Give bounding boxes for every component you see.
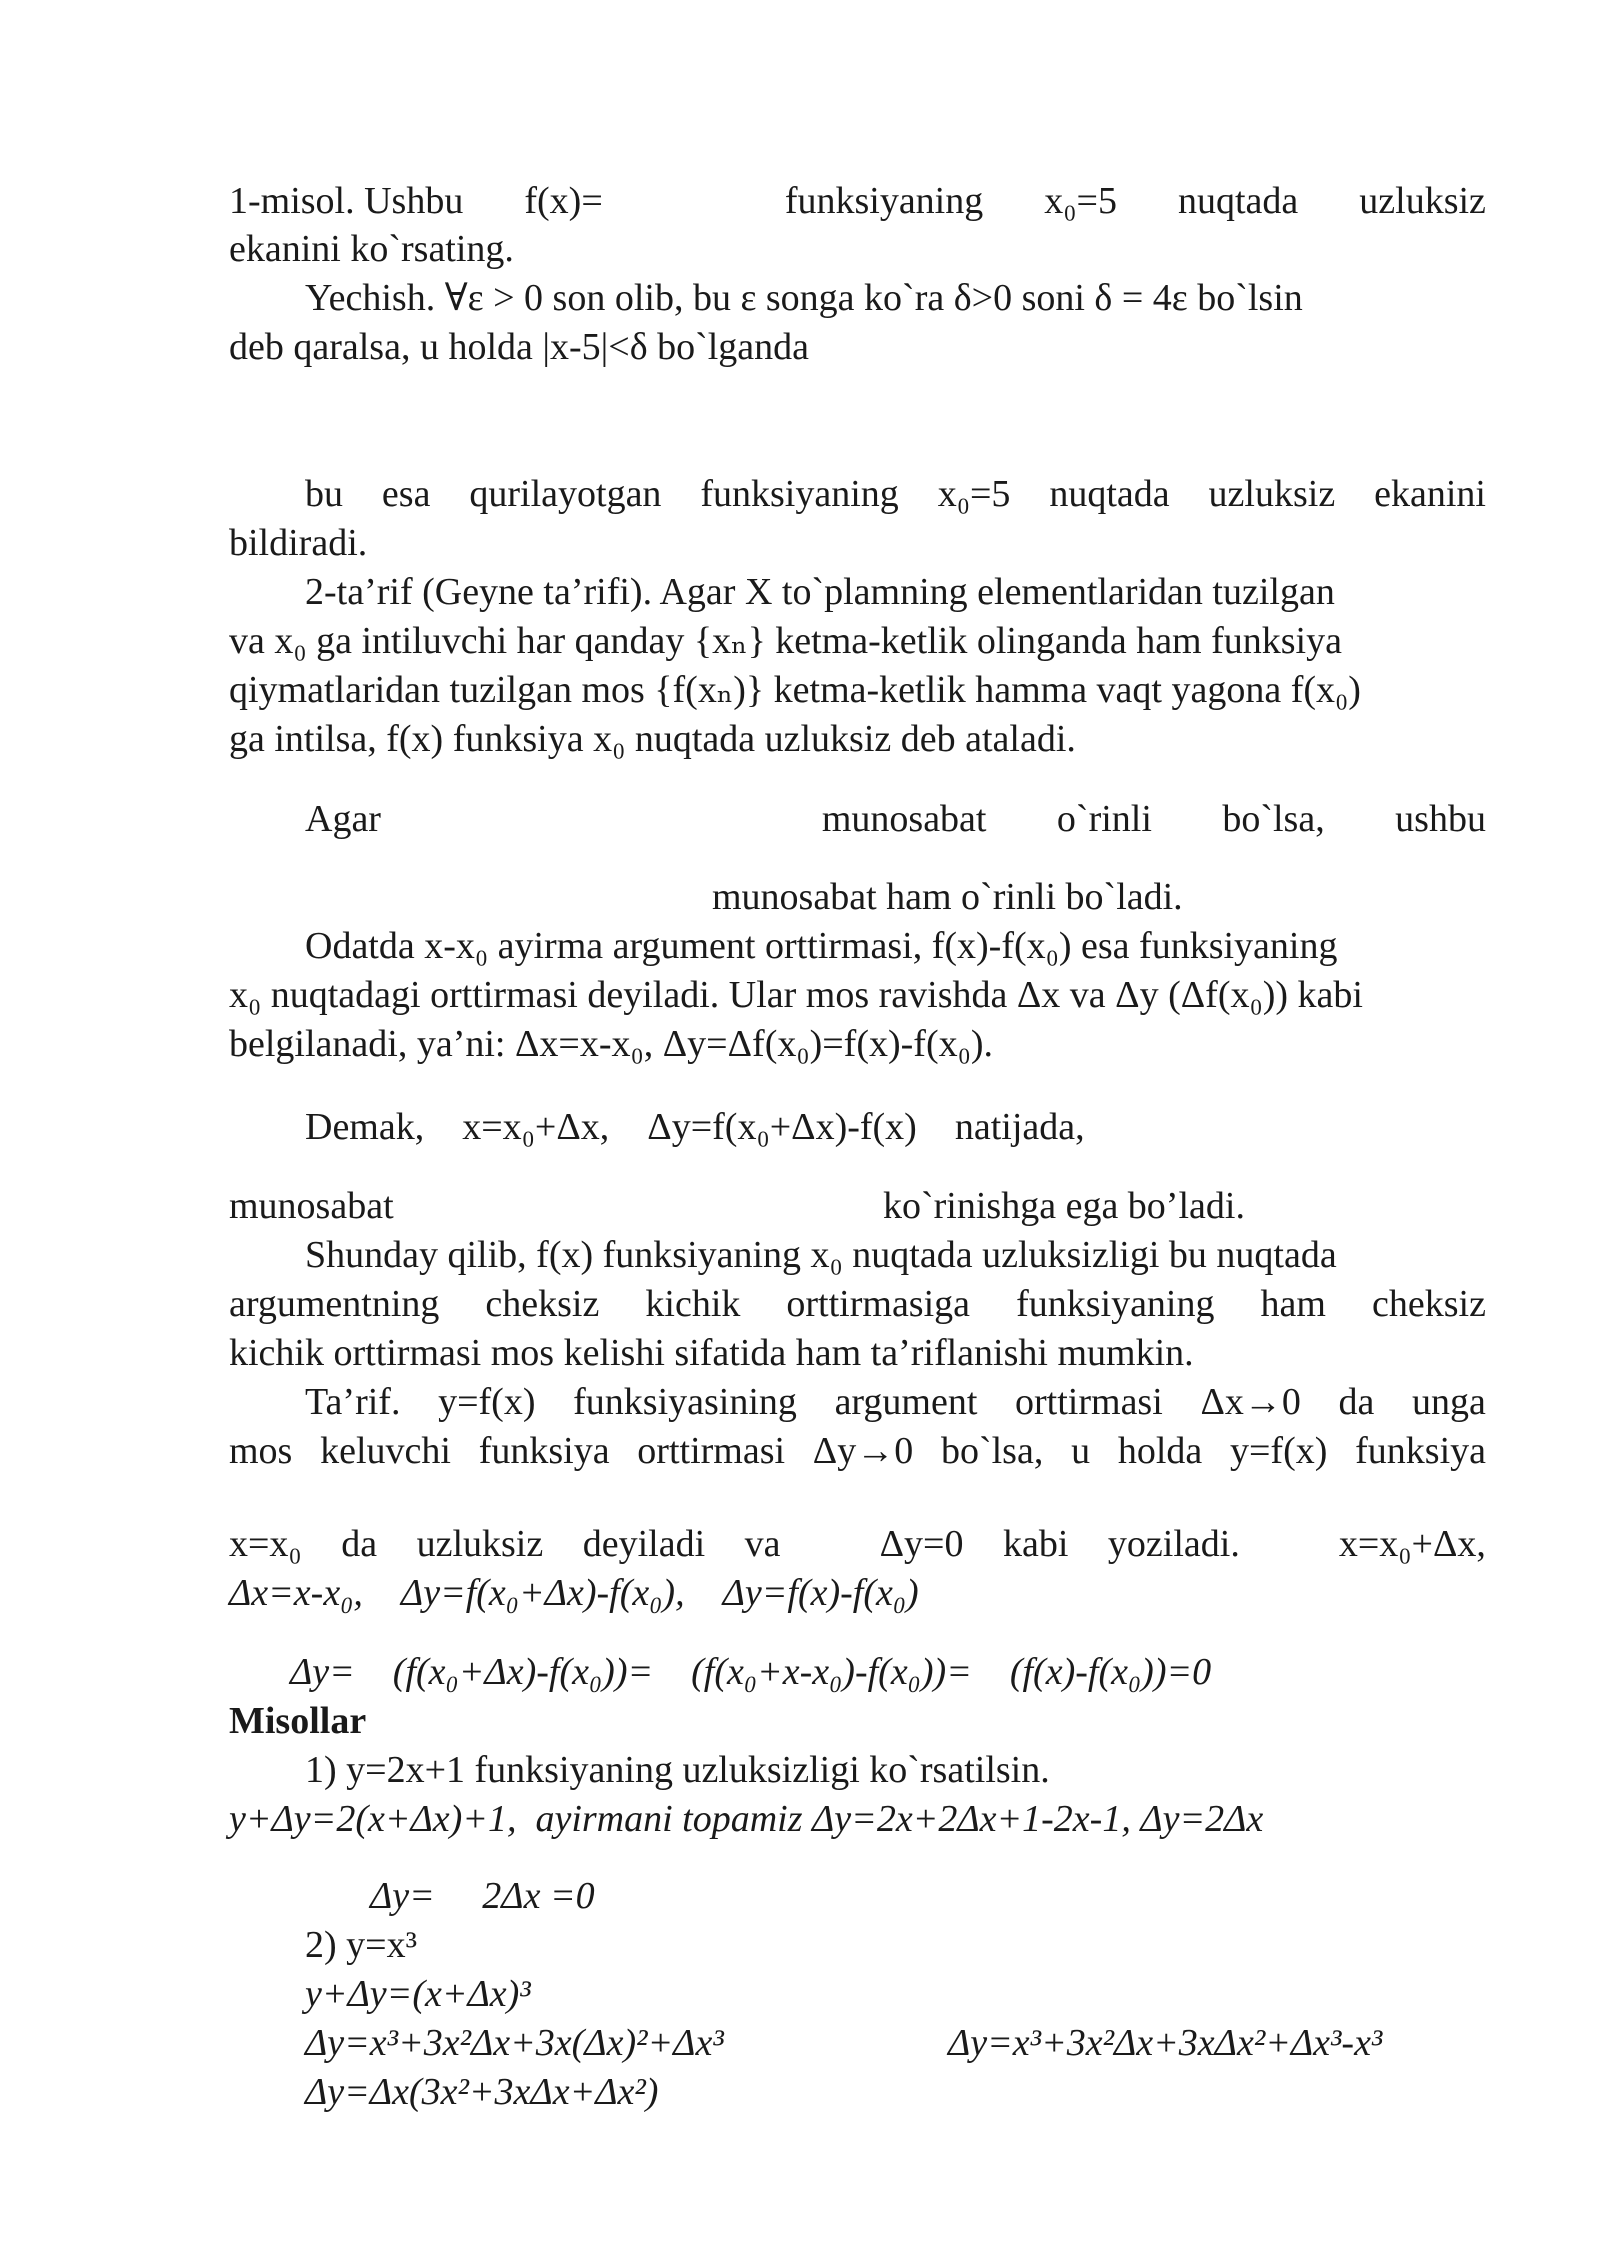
text-line	[305, 795, 1486, 844]
text-line: munosabat	[229, 1185, 394, 1227]
word: ekanini	[1374, 473, 1486, 515]
solution-line: Yechish. ∀ε > 0 son olib, bu ε songa ko`ra δ>0 soni δ = 4ε bo`lsin	[305, 277, 1303, 319]
word: nuqtada	[1177, 180, 1299, 222]
word: uzluksiz	[1208, 473, 1336, 515]
word: y=f(x)	[438, 1381, 536, 1423]
formula-line: y+Δy=(x+Δx)³	[305, 1973, 531, 2015]
text-line: Odatda x-x₀ ayirma argument orttirmasi, f(x)-f(x₀) esa funksiyaning	[305, 925, 1338, 967]
word: x=x₀+Δx,	[1338, 1523, 1486, 1565]
word: holda	[1117, 1430, 1203, 1472]
word: qurilayotgan	[469, 473, 662, 515]
formula-line: y+Δy=2(x+Δx)+1, ayirmani topamiz Δy=2x+2Δx+1-2x-1, Δy=2Δx	[229, 1798, 1264, 1840]
section-heading: Misollar	[229, 1700, 367, 1742]
formula-line: Δy=x³+3x²Δx+3x(Δx)²+Δx³	[305, 2022, 724, 2064]
word: mos	[229, 1430, 293, 1472]
word: kichik	[645, 1283, 741, 1325]
word: munosabat	[821, 798, 987, 840]
word: da	[341, 1523, 378, 1565]
word: f(x)=	[524, 180, 603, 222]
text-line: x₀ nuqtadagi orttirmasi deyiladi. Ular mos ravishda Δx va Δy (Δf(x₀)) kabi	[229, 974, 1363, 1016]
formula-line: Δx=x-x₀, Δy=f(x₀+Δx)-f(x₀), Δy=f(x)-f(x₀)	[229, 1572, 919, 1614]
example-1-line: 1) y=2x+1 funksiyaning uzluksizligi ko`rsatilsin.	[305, 1749, 1050, 1791]
word: x=x₀	[229, 1523, 302, 1565]
word: Ta’rif.	[305, 1381, 401, 1423]
word: va	[744, 1523, 781, 1565]
text-line	[229, 1280, 1486, 1329]
word: cheksiz	[1372, 1283, 1486, 1325]
text-line: Shunday qilib, f(x) funksiyaning x₀ nuqtada uzluksizligi bu nuqtada	[305, 1234, 1337, 1276]
text-line: munosabat ham o`rinli bo`ladi.	[712, 876, 1183, 918]
word: unga	[1412, 1381, 1486, 1423]
word: orttirmasi	[1015, 1381, 1163, 1423]
word: funksiyaning	[784, 180, 984, 222]
definition-line	[305, 1378, 1486, 1427]
word	[451, 795, 751, 844]
word: x₀=5	[1044, 180, 1117, 222]
word: uzluksiz	[416, 1523, 544, 1565]
word: funksiyasining	[573, 1381, 797, 1423]
word: Agar	[305, 798, 381, 840]
formula-line: Δy= (f(x₀+Δx)-f(x₀))= (f(x₀+x-x₀)-f(x₀))= (f(x)-f(x₀))=0	[290, 1651, 1212, 1693]
word: Δx→0	[1200, 1381, 1301, 1423]
word: funksiya	[1355, 1430, 1486, 1472]
text-line: ekanini ko`rsating.	[229, 228, 514, 270]
text-line	[229, 1427, 1486, 1476]
word: uzluksiz	[1359, 180, 1486, 222]
word: bo`lsa,	[1222, 798, 1325, 840]
word: keluvchi	[320, 1430, 451, 1472]
text-line: bildiradi.	[229, 522, 368, 564]
text-line	[229, 1520, 1486, 1569]
word: bo`lsa,	[940, 1430, 1044, 1472]
word: argument	[834, 1381, 978, 1423]
formula-line: Δy=Δx(3x²+3xΔx+Δx²)	[305, 2071, 659, 2113]
word	[820, 1520, 840, 1569]
word: cheksiz	[485, 1283, 600, 1325]
text-line: ga intilsa, f(x) funksiya x₀ nuqtada uzluksiz deb ataladi.	[229, 718, 1076, 760]
word: argumentning	[229, 1283, 440, 1325]
text-line: belgilanadi, ya’ni: Δx=x-x₀, Δy=Δf(x₀)=f(x)-f(x₀).	[229, 1023, 994, 1065]
text-line	[305, 470, 1486, 519]
example-1-title	[229, 177, 1486, 226]
word	[664, 177, 724, 226]
text-line: kichik orttirmasi mos kelishi sifatida ham ta’riflanishi mumkin.	[229, 1332, 1194, 1374]
word: o`rinli	[1056, 798, 1152, 840]
text-line: va x₀ ga intiluvchi har qanday {xₙ} ketma-ketlik olinganda ham funksiya	[229, 620, 1342, 662]
word: yoziladi.	[1107, 1523, 1240, 1565]
word: da	[1338, 1381, 1375, 1423]
formula-line: Δy= 2Δx =0	[370, 1875, 595, 1917]
word: u	[1071, 1430, 1091, 1472]
word: funksiya	[478, 1430, 610, 1472]
word: bu	[305, 473, 343, 515]
word: nuqtada	[1049, 473, 1170, 515]
word: kabi	[1002, 1523, 1069, 1565]
word: orttirmasi	[637, 1430, 786, 1472]
word: esa	[381, 473, 431, 515]
text-line: ko`rinishga ega bo’ladi.	[883, 1185, 1245, 1227]
text-line: qiymatlaridan tuzilgan mos {f(xₙ)} ketma-ketlik hamma vaqt yagona f(x₀)	[229, 669, 1361, 711]
word: ushbu	[1395, 798, 1486, 840]
word: y=f(x)	[1229, 1430, 1328, 1472]
word: orttirmasiga	[786, 1283, 971, 1325]
example-2-line: 2) y=x³	[305, 1924, 417, 1966]
word: funksiyaning	[700, 473, 899, 515]
word: ham	[1260, 1283, 1326, 1325]
text-line: deb qaralsa, u holda |x-5|<δ bo`lganda	[229, 326, 810, 368]
word: 1-misol. Ushbu	[229, 180, 464, 222]
word: deyiladi	[582, 1523, 706, 1565]
word	[1279, 1520, 1299, 1569]
text-line: Demak, x=x₀+Δx, Δy=f(x₀+Δx)-f(x) natijada,	[305, 1106, 1085, 1148]
word: x₀=5	[937, 473, 1011, 515]
formula-line: Δy=x³+3x²Δx+3xΔx²+Δx³-x³	[948, 2022, 1383, 2064]
word: funksiyaning	[1016, 1283, 1215, 1325]
word: Δy→0	[812, 1430, 914, 1472]
definition-2-line: 2-ta’rif (Geyne ta’rifi). Agar X to`plamning elementlaridan tuzilgan	[305, 571, 1335, 613]
word: Δy=0	[879, 1523, 964, 1565]
